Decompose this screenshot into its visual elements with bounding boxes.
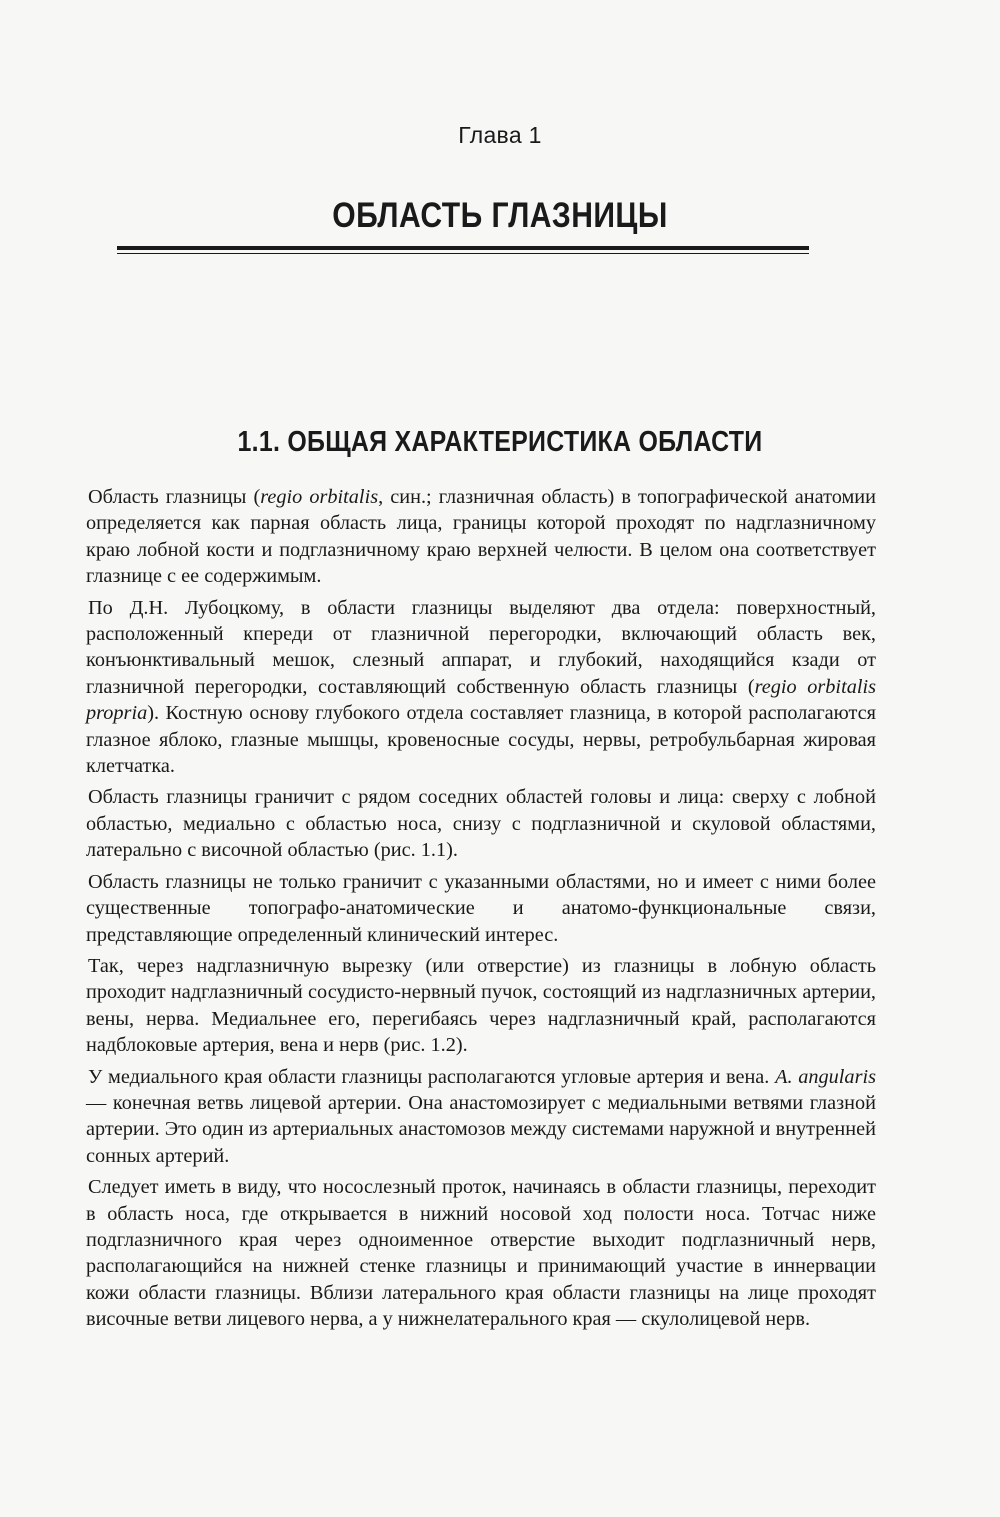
text-run: , син.; глазничная область) в топографической анатомии определяется как парная область лица, границы которой проходят по надглазничному краю лобной кости и подглазничному краю верхней челюсти. В целом она соответствует глазнице с ее содержимым.: [86, 486, 877, 588]
text-run: Область глазницы (: [88, 486, 261, 508]
title-divider: [117, 246, 809, 256]
paragraph: [86, 1064, 876, 1170]
paragraph: [86, 953, 876, 1059]
title-divider-thick: [117, 246, 809, 250]
text-run: У медиального края области глазницы располагаются угловые артерия и вена.: [88, 1065, 776, 1088]
text-run: По Д.Н. Лубоцкому, в области глазницы выделяют два отдела: поверхностный, расположенный кпереди от глазничной перегородки, включающий область век, конъюнктивальный мешок, слезный аппарат, и глубокий, находящийся кзади от глазничной перегородки, составляющий собственную область глазницы (: [86, 596, 876, 698]
body-text: [86, 484, 876, 1338]
text-run: — конечная ветвь лицевой артерии. Она анастомозирует с медиальными ветвями глазной артерии. Это один из артериальных анастомозов между системами наружной и внутренней сонных артерий.: [86, 1091, 876, 1167]
latin-term: regio orbitalis propria: [86, 675, 877, 725]
paragraph: [86, 869, 876, 948]
text-run: Область глазницы граничит с рядом соседних областей головы и лица: сверху с лобной областью, медиально с областью носа, снизу с подглазничной и скуловой областями, латерально с височной областью (рис. 1.1).: [86, 786, 876, 862]
text-run: Следует иметь в виду, что носослезный проток, начинаясь в области глазницы, переходит в область носа, где открывается в нижний носовой ход полости носа. Тотчас ниже подглазничного края через одноименное отверстие выходит подглазничный нерв, располагающийся на нижней стенке глазницы и принимающий участие в иннервации кожи области глазницы. Вблизи латерального края области глазницы на лице проходят височные ветви лицевого нерва, а у нижнелатерального края — скулолицевой нерв.: [86, 1176, 876, 1331]
paragraph: [86, 484, 876, 590]
title-divider-thin: [117, 253, 809, 254]
text-run: ). Костную основу глубокого отдела составляет глазница, в которой располагаются глазное яблоко, глазные мышцы, кровеносные сосуды, нервы, ретробульбарная жировая клетчатка.: [86, 702, 876, 778]
section-title: 1.1. ОБЩАЯ ХАРАКТЕРИСТИКА ОБЛАСТИ: [237, 426, 763, 458]
paragraph: [86, 784, 876, 863]
text-run: Так, через надглазничную вырезку (или отверстие) из глазницы в лобную область проходит надглазничный сосудисто-нервный пучок, состоящий из надглазничных артерии, вены, нерва. Медиальнее его, перегибаясь через надглазничный край, располагаются надблоковые артерия, вена и нерв (рис. 1.2).: [86, 954, 876, 1057]
latin-term: regio orbitalis: [260, 486, 379, 508]
paragraph: [86, 595, 876, 780]
paragraph: [86, 1174, 876, 1332]
latin-term: A. angularis: [775, 1065, 876, 1088]
chapter-title: ОБЛАСТЬ ГЛАЗНИЦЫ: [332, 196, 668, 235]
chapter-label: Глава 1: [458, 122, 542, 148]
text-run: Область глазницы не только граничит с указанными областями, но и имеет с ними более существенные топографо-анатомические и анатомо-функциональные связи, представляющие определенный клинический интерес.: [86, 870, 876, 946]
